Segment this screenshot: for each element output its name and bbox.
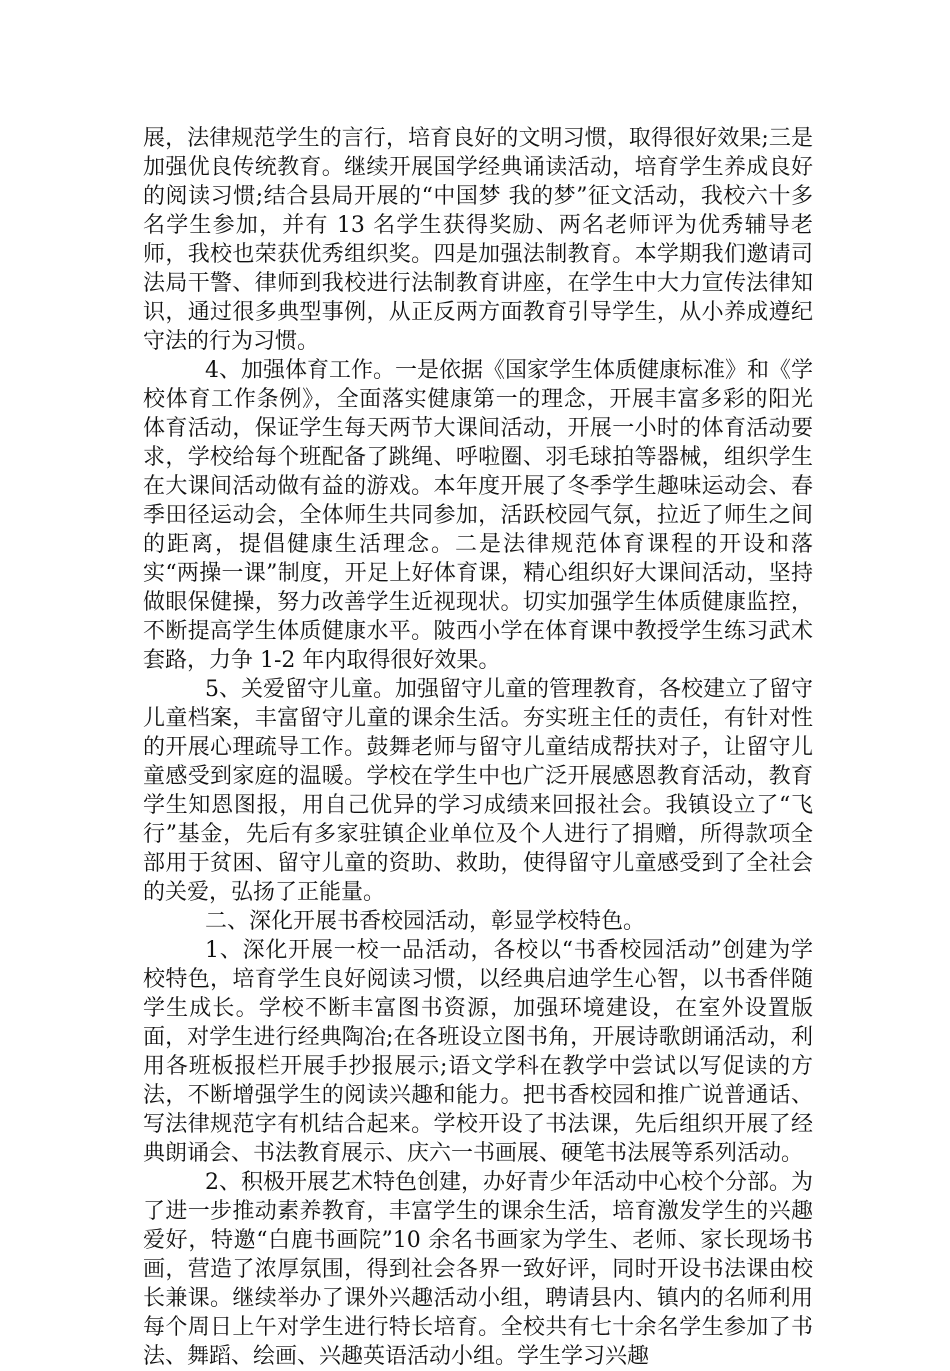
paragraph-continuation: 展，法律规范学生的言行，培育良好的文明习惯，取得很好效果;三是加强优良传统教育。继续开展国学经典诵读活动，培育学生养成良好的阅读习惯;结合县局开展的“中国梦 我的梦”征文活动，我校六十多名学生参加，并有 13 名学生获得奖励、两名老师评为优秀辅导老师，我校也荣获优秀组织奖。四是加强法制教育。本学期我们邀请司法局干警、律师到我校进行法制教育讲座，在学生中大力宣传法律知识，通过很多典型事例，从正反两方面教育引导学生，从小养成遵纪守法的行为习惯。	[143, 126, 813, 354]
paragraph-art-features: 2、积极开展艺术特色创建，办好青少年活动中心校个分部。为了进一步推动素养教育，丰富学生的课余生活，培育激发学生的兴趣爱好，特邀“白鹿书画院”10 余名书画家为学生、老师、家长现场书画，营造了浓厚氛围，得到社会各界一致好评，同时开设书法课由校长兼课。继续举办了课外兴趣活动小组，聘请县内、镇内的名师利用每个周日上午对学生进行特长培育。全校共有七十余名学生参加了书法、舞蹈、绘画、兴趣英语活动小组。学生学习兴趣	[143, 1170, 813, 1369]
paragraph-sports-work: 4、加强体育工作。一是依据《国家学生体质健康标准》和《学校体育工作条例》，全面落实健康第一的理念，开展丰富多彩的阳光体育活动，保证学生每天两节大课间活动，开展一小时的体育活动要求，学校给每个班配备了跳绳、呼啦圈、羽毛球拍等器械，组织学生在大课间活动做有益的游戏。本年度开展了冬季学生趣味运动会、春季田径运动会，全体师生共同参加，活跃校园气氛，拉近了师生之间的距离，提倡健康生活理念。二是法律规范体育课程的开设和落实“两操一课”制度，开足上好体育课，精心组织好大课间活动，坚持做眼保健操，努力改善学生近视现状。切实加强学生体质健康监控，不断提高学生体质健康水平。陂西小学在体育课中教授学生练习武术套路，力争 1-2 年内取得很好效果。	[143, 358, 813, 673]
paragraph-left-behind-children: 5、关爱留守儿童。加强留守儿童的管理教育，各校建立了留守儿童档案，丰富留守儿童的课余生活。夯实班主任的责任，有针对性的开展心理疏导工作。鼓舞老师与留守儿童结成帮扶对子，让留守儿童感受到家庭的温暖。学校在学生中也广泛开展感恩教育活动，教育学生知恩图报，用自己优异的学习成绩来回报社会。我镇设立了“飞行”基金，先后有多家驻镇企业单位及个人进行了捐赠，所得款项全部用于贫困、留守儿童的资助、救助，使得留守儿童感受到了全社会的关爱，弘扬了正能量。	[143, 677, 813, 905]
section-heading-reading-campus: 二、深化开展书香校园活动，彰显学校特色。	[205, 909, 646, 934]
paragraph-one-school-one-brand: 1、深化开展一校一品活动，各校以“书香校园活动”创建为学校特色，培育学生良好阅读习惯，以经典启迪学生心智，以书香伴随学生成长。学校不断丰富图书资源，加强环境建设，在室外设置版面，对学生进行经典陶冶;在各班设立图书角，开展诗歌朗诵活动，利用各班板报栏开展手抄报展示;语文学科在教学中尝试以写促读的方法，不断增强学生的阅读兴趣和能力。把书香校园和推广说普通话、写法律规范字有机结合起来。学校开设了书法课，先后组织开展了经典朗诵会、书法教育展示、庆六一书画展、硬笔书法展等系列活动。	[143, 938, 813, 1166]
document-page	[143, 124, 813, 1371]
